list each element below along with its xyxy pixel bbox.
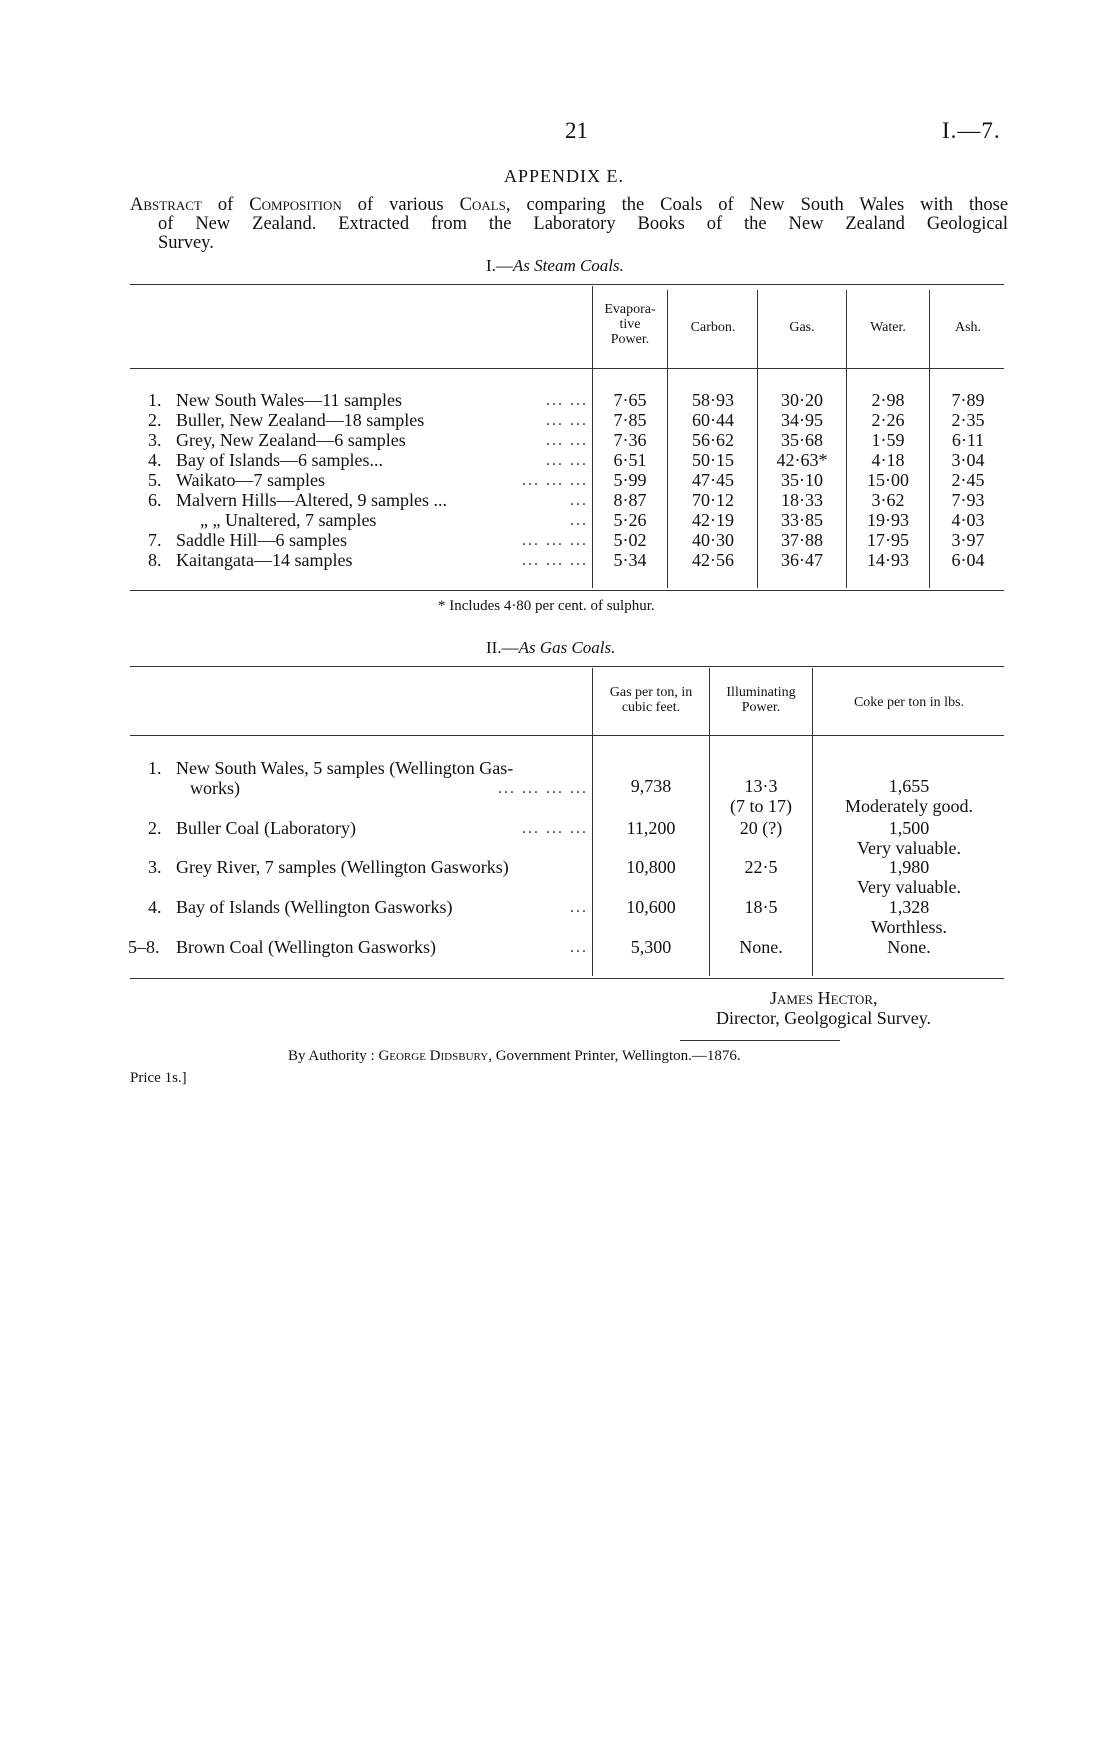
gas-cell-volume: 10,600 (626, 897, 676, 917)
abstract-line-3: Survey. (158, 233, 214, 253)
leader-dots: ... ... ... ... (498, 780, 588, 797)
gas-row-name: Bay of Islands (Wellington Gasworks) (176, 897, 453, 917)
steam-row-number: 5. (148, 470, 162, 490)
gas-cell-volume: 9,738 (630, 776, 672, 796)
steam-row-number: 8. (148, 550, 162, 570)
gas-row-number: 2. (148, 818, 162, 838)
signatory-name: James Hector, (770, 988, 878, 1008)
steam-col-divider-1 (592, 286, 593, 588)
steam-row-name: Waikato—7 samples (176, 470, 326, 490)
gas-cell-coke-quality: Worthless. (870, 917, 948, 937)
steam-cell-power: 8·87 (613, 490, 647, 510)
steam-cell-gas: 34·95 (781, 410, 823, 430)
col-header-gas: Gas. (789, 320, 815, 335)
leader-dots: ... ... ... (522, 472, 588, 489)
col-header-water: Water. (870, 320, 906, 335)
gas-cell-illuminating-range: (7 to 17) (730, 796, 792, 816)
steam-table-bottom-rule (130, 590, 1004, 591)
steam-cell-gas: 36·47 (781, 550, 823, 570)
steam-col-divider-5 (929, 290, 930, 588)
col-header-evaporative-power: Evapora- tive Power. (604, 302, 656, 347)
steam-cell-power: 5·99 (613, 470, 647, 490)
leader-dots: ... ... ... (522, 820, 588, 837)
gas-cell-volume: 11,200 (626, 818, 676, 838)
gas-cell-illuminating: 18·5 (744, 897, 778, 917)
gas-row-number: 1. (148, 758, 162, 778)
steam-table-top-rule (130, 284, 1004, 285)
gas-row-name: Brown Coal (Wellington Gasworks) (176, 937, 437, 957)
steam-cell-power: 5·26 (613, 510, 647, 530)
gas-cell-coke-quality: Moderately good. (845, 796, 973, 816)
steam-cell-water: 19·93 (867, 510, 909, 530)
steam-cell-gas: 35·10 (781, 470, 823, 490)
steam-row-name: New South Wales—11 samples (176, 390, 403, 410)
steam-cell-ash: 3·97 (951, 530, 985, 550)
leader-dots: ... (570, 512, 588, 529)
steam-cell-carbon: 60·44 (692, 410, 734, 430)
steam-row-number: 2. (148, 410, 162, 430)
leader-dots: ... (570, 939, 588, 956)
price-label: Price 1s.] (130, 1070, 187, 1086)
gas-table-top-rule (130, 666, 1004, 667)
abstract-paragraph (130, 196, 1008, 253)
leader-dots: ... (570, 492, 588, 509)
col-header-coke-per-ton: Coke per ton in lbs. (853, 695, 965, 710)
gas-row-number: 3. (148, 857, 162, 877)
gas-row-name: Buller Coal (Laboratory) (176, 818, 356, 838)
steam-cell-carbon: 56·62 (692, 430, 734, 450)
steam-cell-water: 2·26 (871, 410, 905, 430)
steam-row-name: Malvern Hills—Altered, 9 samples ... (176, 490, 447, 510)
gas-cell-coke: None. (887, 937, 931, 957)
steam-col-divider-3 (757, 290, 758, 588)
gas-cell-coke: 1,500 (888, 818, 930, 838)
steam-col-divider-2 (667, 290, 668, 588)
steam-cell-gas: 42·63* (776, 450, 828, 470)
gas-row-number: 5–8. (128, 937, 160, 957)
leader-dots: ... ... (546, 412, 588, 429)
gas-cell-coke-quality: Very valuable. (857, 838, 961, 858)
printer-rule (680, 1040, 840, 1041)
gas-row-number: 4. (148, 897, 162, 917)
steam-cell-water: 1·59 (871, 430, 905, 450)
signatory-title: Director, Geolgogical Survey. (716, 1008, 932, 1028)
leader-dots: ... (570, 899, 588, 916)
gas-cell-illuminating: None. (739, 937, 783, 957)
leader-dots: ... ... (546, 432, 588, 449)
col-header-gas-per-ton: Gas per ton, in cubic feet. (609, 685, 693, 715)
leader-dots: ... ... (546, 392, 588, 409)
steam-row-number: 4. (148, 450, 162, 470)
gas-table-header-rule (130, 735, 1004, 736)
steam-cell-gas: 18·33 (781, 490, 823, 510)
steam-cell-carbon: 40·30 (692, 530, 734, 550)
gas-cell-coke: 1,655 (888, 776, 930, 796)
steam-cell-gas: 30·20 (781, 390, 823, 410)
gas-cell-illuminating: 22·5 (744, 857, 778, 877)
steam-row-name: Buller, New Zealand—18 samples (176, 410, 425, 430)
steam-cell-ash: 2·35 (951, 410, 985, 430)
steam-row-name: Saddle Hill—6 samples (176, 530, 347, 550)
steam-row-name: Bay of Islands—6 samples... (176, 450, 383, 470)
gas-col-divider-3 (812, 668, 813, 976)
leader-dots: ... ... ... (522, 552, 588, 569)
abstract-line-1: Abstract of Composition of various Coals, comparing the Coals of New South Wales with those (130, 195, 1009, 215)
steam-cell-water: 3·62 (871, 490, 905, 510)
steam-cell-carbon: 47·45 (692, 470, 734, 490)
steam-row-name: „ „ Unaltered, 7 samples (200, 510, 377, 530)
steam-cell-carbon: 70·12 (692, 490, 734, 510)
gas-table-bottom-rule (130, 978, 1004, 979)
gas-cell-volume: 5,300 (630, 937, 672, 957)
gas-col-divider-1 (592, 668, 593, 976)
steam-cell-gas: 35·68 (781, 430, 823, 450)
gas-row-name: Grey River, 7 samples (Wellington Gasworks) (176, 857, 509, 877)
gas-row-name: New South Wales, 5 samples (Wellington Gas- (176, 758, 514, 778)
gas-cell-illuminating: 13·3 (744, 776, 778, 796)
appendix-title: APPENDIX E. (504, 166, 625, 186)
steam-cell-water: 15·00 (867, 470, 909, 490)
steam-table-header-rule (130, 368, 1004, 369)
steam-cell-water: 2·98 (871, 390, 905, 410)
col-header-carbon: Carbon. (690, 320, 736, 335)
steam-cell-ash: 6·04 (951, 550, 985, 570)
steam-cell-ash: 4·03 (951, 510, 985, 530)
steam-col-divider-4 (846, 290, 847, 588)
gas-cell-coke-quality: Very valuable. (857, 877, 961, 897)
steam-cell-carbon: 50·15 (692, 450, 734, 470)
sulphur-footnote: * Includes 4·80 per cent. of sulphur. (438, 598, 655, 614)
gas-row-name-continued: works) (190, 778, 240, 798)
steam-cell-power: 5·02 (613, 530, 647, 550)
steam-cell-power: 5·34 (613, 550, 647, 570)
steam-row-number: 1. (148, 390, 162, 410)
steam-section-title: I.—As Steam Coals. (486, 256, 624, 275)
printer-imprint: By Authority : George Didsbury, Government Printer, Wellington.—1876. (288, 1048, 741, 1064)
steam-cell-power: 6·51 (613, 450, 647, 470)
steam-cell-carbon: 42·19 (692, 510, 734, 530)
leader-dots: ... ... ... (522, 532, 588, 549)
gas-cell-illuminating: 20 (?) (739, 818, 783, 838)
steam-cell-gas: 37·88 (781, 530, 823, 550)
page-number: 21 (565, 118, 588, 143)
steam-cell-ash: 2·45 (951, 470, 985, 490)
steam-cell-carbon: 42·56 (692, 550, 734, 570)
steam-cell-water: 4·18 (871, 450, 905, 470)
abstract-line-2: of New Zealand. Extracted from the Laboratory Books of the New Zealand Geological (158, 214, 1008, 234)
steam-cell-power: 7·65 (613, 390, 647, 410)
steam-cell-carbon: 58·93 (692, 390, 734, 410)
steam-row-number: 6. (148, 490, 162, 510)
steam-row-number: 7. (148, 530, 162, 550)
gas-col-divider-2 (709, 668, 710, 976)
steam-row-name: Kaitangata—14 samples (176, 550, 353, 570)
steam-row-name: Grey, New Zealand—6 samples (176, 430, 406, 450)
steam-cell-gas: 33·85 (781, 510, 823, 530)
steam-cell-power: 7·36 (613, 430, 647, 450)
col-header-ash: Ash. (954, 320, 982, 335)
gas-section-title: II.—As Gas Coals. (486, 638, 616, 657)
steam-row-number: 3. (148, 430, 162, 450)
steam-cell-power: 7·85 (613, 410, 647, 430)
gas-cell-coke: 1,980 (888, 857, 930, 877)
gas-cell-coke: 1,328 (888, 897, 930, 917)
col-header-illuminating-power: Illuminating Power. (726, 685, 796, 715)
steam-cell-ash: 3·04 (951, 450, 985, 470)
steam-cell-ash: 7·93 (951, 490, 985, 510)
document-reference: I.—7. (942, 118, 1001, 143)
steam-cell-ash: 7·89 (951, 390, 985, 410)
steam-cell-water: 17·95 (867, 530, 909, 550)
steam-cell-ash: 6·11 (951, 430, 985, 450)
leader-dots: ... ... (546, 452, 588, 469)
gas-cell-volume: 10,800 (626, 857, 676, 877)
steam-cell-water: 14·93 (867, 550, 909, 570)
